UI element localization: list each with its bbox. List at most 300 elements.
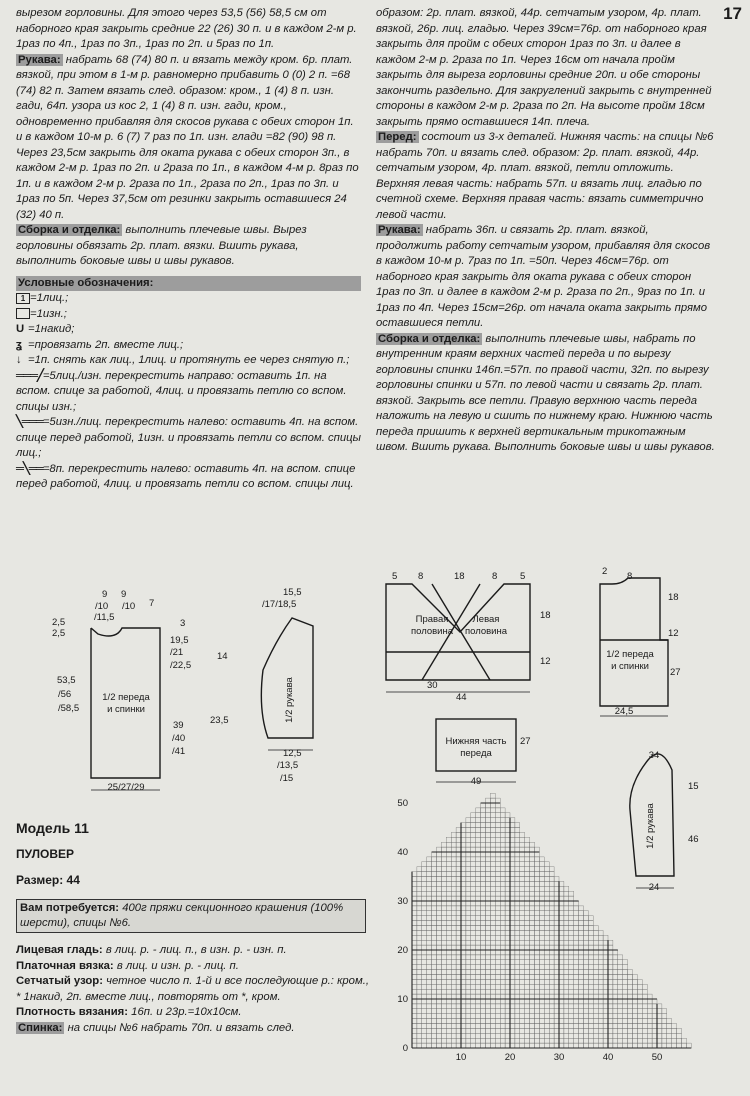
chart-cell xyxy=(569,1009,574,1014)
chart-cell xyxy=(628,984,633,989)
chart-cell xyxy=(495,921,500,926)
diagram_back-label: 1/2 переда xyxy=(606,649,654,660)
chart-cell xyxy=(584,965,589,970)
chart-cell xyxy=(593,965,598,970)
chart-cell xyxy=(437,1014,442,1019)
chart-cell xyxy=(486,940,491,945)
chart-cell xyxy=(637,1033,642,1038)
chart-cell xyxy=(584,960,589,965)
chart-cell xyxy=(520,940,525,945)
chart-cell xyxy=(564,955,569,960)
chart-cell xyxy=(441,862,446,867)
chart-cell xyxy=(495,906,500,911)
chart-cell xyxy=(535,896,540,901)
chart-cell xyxy=(628,1014,633,1019)
chart-cell xyxy=(613,989,618,994)
legend-item: ═══╱=5лиц./изн. перекрестить направо: оставить 1п. на вспом. спице за работой, 4лиц. и провязать петлю со вспом. спицы изн.; xyxy=(16,369,347,413)
chart-cell xyxy=(623,994,628,999)
chart-cell xyxy=(500,896,505,901)
chart-cell xyxy=(461,960,466,965)
sleeves-heading: Рукава: xyxy=(18,53,61,66)
chart-cell xyxy=(554,926,559,931)
chart-cell xyxy=(495,852,500,857)
chart-cell xyxy=(441,926,446,931)
chart-cell xyxy=(446,1004,451,1009)
chart-cell xyxy=(495,862,500,867)
chart-cell xyxy=(461,828,466,833)
chart-cell xyxy=(486,881,491,886)
chart-cell xyxy=(588,979,593,984)
chart-cell xyxy=(520,906,525,911)
chart-cell xyxy=(495,891,500,896)
chart-cell xyxy=(471,867,476,872)
chart-cell xyxy=(432,862,437,867)
chart-cell xyxy=(535,945,540,950)
chart-cell xyxy=(584,935,589,940)
chart-cell xyxy=(490,818,495,823)
chart-cell xyxy=(633,1043,638,1048)
diagram_back-label: 8 xyxy=(627,571,633,582)
chart-cell xyxy=(569,945,574,950)
chart-cell xyxy=(446,886,451,891)
chart-cell xyxy=(525,916,530,921)
chart-cell xyxy=(544,975,549,980)
chart-cell xyxy=(608,940,613,945)
chart-cell xyxy=(584,1019,589,1024)
chart-cell xyxy=(412,1028,417,1033)
chart-cell xyxy=(495,857,500,862)
chart-cell xyxy=(579,1024,584,1029)
chart-cell xyxy=(471,813,476,818)
chart-cell xyxy=(515,940,520,945)
chart-cell xyxy=(476,823,481,828)
chart-cell xyxy=(515,828,520,833)
chart-cell xyxy=(525,960,530,965)
chart-cell xyxy=(456,921,461,926)
chart-cell xyxy=(500,886,505,891)
chart-cell xyxy=(588,1033,593,1038)
chart-cell xyxy=(471,921,476,926)
chart-cell xyxy=(486,862,491,867)
chart-cell xyxy=(471,950,476,955)
chart-cell xyxy=(476,1014,481,1019)
chart-cell xyxy=(500,1038,505,1043)
chart-cell xyxy=(432,984,437,989)
chart-cell xyxy=(539,906,544,911)
def-text: четное число п. 1-й и все последующие р.: кром., * 1накид, 2п. вместе лиц., повторять от *, кром. xyxy=(16,975,369,1003)
chart-cell xyxy=(490,994,495,999)
chart-cell xyxy=(471,975,476,980)
chart-cell xyxy=(505,877,510,882)
chart-cell xyxy=(647,1004,652,1009)
chart-cell xyxy=(422,1024,427,1029)
chart-cell xyxy=(417,867,422,872)
diagram_back-label: 24,5 xyxy=(614,706,634,717)
chart-cell xyxy=(427,1014,432,1019)
diagram_back-label: 27 xyxy=(670,667,681,678)
chart-cell xyxy=(535,1014,540,1019)
chart-cell xyxy=(510,1014,515,1019)
chart-cell xyxy=(461,975,466,980)
chart-cell xyxy=(486,950,491,955)
chart-cell xyxy=(471,989,476,994)
chart-cell xyxy=(412,994,417,999)
chart-cell xyxy=(633,1014,638,1019)
chart-cell xyxy=(476,950,481,955)
chart-cell xyxy=(544,999,549,1004)
legend-item: U =1накид; xyxy=(16,322,361,338)
diagram_back-label: 18 xyxy=(668,592,679,603)
chart-cell xyxy=(505,867,510,872)
chart-cell xyxy=(574,984,579,989)
chart-cell xyxy=(510,881,515,886)
chart-cell xyxy=(559,1019,564,1024)
chart-cell xyxy=(613,984,618,989)
chart-cell xyxy=(628,979,633,984)
chart-cell xyxy=(579,1009,584,1014)
chart-cell xyxy=(515,862,520,867)
chart-cell xyxy=(461,862,466,867)
chart-cell xyxy=(593,989,598,994)
chart-cell xyxy=(461,965,466,970)
chart-cell xyxy=(564,950,569,955)
chart-cell xyxy=(559,999,564,1004)
chart-cell xyxy=(500,857,505,862)
chart-cell xyxy=(603,1043,608,1048)
chart-cell xyxy=(446,881,451,886)
chart-cell xyxy=(588,921,593,926)
chart-cell xyxy=(549,989,554,994)
chart-cell xyxy=(628,970,633,975)
chart-cell xyxy=(593,979,598,984)
chart-cell xyxy=(603,999,608,1004)
chart-cell xyxy=(603,1014,608,1019)
chart-cell xyxy=(574,916,579,921)
chart-cell xyxy=(515,886,520,891)
chart-cell xyxy=(422,867,427,872)
chart-cell xyxy=(490,793,495,798)
chart-cell xyxy=(554,877,559,882)
chart-cell xyxy=(579,1028,584,1033)
chart-cell xyxy=(535,886,540,891)
chart-cell xyxy=(437,1004,442,1009)
chart-cell xyxy=(667,1019,672,1024)
diagram_front-label: половина xyxy=(464,626,508,637)
chart-cell xyxy=(535,1038,540,1043)
chart-cell xyxy=(461,847,466,852)
chart-cell xyxy=(471,891,476,896)
chart-cell xyxy=(618,1043,623,1048)
chart-cell xyxy=(530,965,535,970)
chart-cell xyxy=(588,1028,593,1033)
chart-cell xyxy=(412,950,417,955)
chart-cell xyxy=(417,1004,422,1009)
chart-cell xyxy=(544,862,549,867)
chart-cell xyxy=(461,999,466,1004)
chart-cell xyxy=(471,852,476,857)
chart-cell xyxy=(662,1019,667,1024)
diagram_front-label: 5 xyxy=(520,571,526,582)
chart-cell xyxy=(520,1033,525,1038)
chart-cell xyxy=(544,1009,549,1014)
chart-cell xyxy=(535,891,540,896)
chart-cell xyxy=(495,979,500,984)
chart-cell xyxy=(520,945,525,950)
chart-cell xyxy=(564,901,569,906)
chart-cell xyxy=(574,950,579,955)
chart-cell xyxy=(476,999,481,1004)
chart-cell xyxy=(530,935,535,940)
chart-cell xyxy=(422,906,427,911)
chart-cell xyxy=(520,842,525,847)
chart-cell xyxy=(633,1009,638,1014)
chart-cell xyxy=(437,906,442,911)
def-label: Плотность вязания: xyxy=(16,1006,129,1018)
chart-cell xyxy=(672,1043,677,1048)
chart-cell xyxy=(530,940,535,945)
chart-cell xyxy=(623,1024,628,1029)
chart-y-tick: 40 xyxy=(397,847,408,858)
chart-cell xyxy=(539,921,544,926)
chart-cell xyxy=(500,930,505,935)
chart-cell xyxy=(417,926,422,931)
chart-cell xyxy=(520,867,525,872)
chart-cell xyxy=(451,1009,456,1014)
chart-cell xyxy=(598,989,603,994)
chart-cell xyxy=(466,1043,471,1048)
diagram_sleeve2-label: 15 xyxy=(688,781,699,792)
diagram_lower-label: переда xyxy=(460,748,492,759)
chart-cell xyxy=(456,945,461,950)
chart-cell xyxy=(422,1004,427,1009)
chart-cell xyxy=(432,1004,437,1009)
chart-x-tick: 40 xyxy=(602,1052,614,1063)
chart-cell xyxy=(525,886,530,891)
chart-cell xyxy=(603,965,608,970)
chart-cell xyxy=(427,970,432,975)
chart-cell xyxy=(549,945,554,950)
chart-cell xyxy=(417,989,422,994)
chart-cell xyxy=(446,999,451,1004)
chart-cell xyxy=(412,886,417,891)
chart-cell xyxy=(412,1043,417,1048)
chart-cell xyxy=(456,975,461,980)
chart-cell xyxy=(539,862,544,867)
chart-cell xyxy=(490,975,495,980)
chart-cell xyxy=(613,965,618,970)
chart-cell xyxy=(588,1004,593,1009)
chart-cell xyxy=(505,921,510,926)
chart-cell xyxy=(584,1038,589,1043)
chart-cell xyxy=(490,798,495,803)
chart-cell xyxy=(417,886,422,891)
chart-cell xyxy=(481,808,486,813)
chart-cell xyxy=(456,935,461,940)
chart-cell xyxy=(486,1033,491,1038)
def-text: 16п. и 23р.=10х10см. xyxy=(131,1006,242,1018)
chart-cell xyxy=(422,1033,427,1038)
chart-cell xyxy=(441,994,446,999)
chart-cell xyxy=(677,1038,682,1043)
chart-cell xyxy=(486,891,491,896)
chart-cell xyxy=(432,950,437,955)
chart-cell xyxy=(642,1014,647,1019)
chart-cell xyxy=(486,886,491,891)
chart-cell xyxy=(481,975,486,980)
chart-cell xyxy=(481,872,486,877)
chart-cell xyxy=(471,994,476,999)
chart-cell xyxy=(481,945,486,950)
chart-cell xyxy=(471,877,476,882)
chart-cell xyxy=(456,994,461,999)
chart-cell xyxy=(446,945,451,950)
chart-cell xyxy=(525,901,530,906)
chart-cell xyxy=(633,1028,638,1033)
chart-cell xyxy=(608,955,613,960)
chart-cell xyxy=(510,886,515,891)
chart-cell xyxy=(432,930,437,935)
chart-cell xyxy=(564,1033,569,1038)
chart-cell xyxy=(530,926,535,931)
chart-cell xyxy=(471,1004,476,1009)
chart-cell xyxy=(535,989,540,994)
chart-cell xyxy=(603,979,608,984)
chart-cell xyxy=(559,1009,564,1014)
chart-cell xyxy=(539,1014,544,1019)
chart-cell xyxy=(481,857,486,862)
chart-cell xyxy=(490,911,495,916)
chart-cell xyxy=(490,989,495,994)
diagram_front-label: 30 xyxy=(427,680,438,691)
chart-cell xyxy=(476,891,481,896)
chart-cell xyxy=(432,857,437,862)
chart-cell xyxy=(535,950,540,955)
chart-cell xyxy=(525,842,530,847)
chart-cell xyxy=(544,896,549,901)
chart-cell xyxy=(593,950,598,955)
chart-cell xyxy=(574,1024,579,1029)
chart-cell xyxy=(427,1028,432,1033)
chart-cell xyxy=(613,1043,618,1048)
chart-cell xyxy=(554,970,559,975)
chart-cell xyxy=(569,979,574,984)
chart-cell xyxy=(461,823,466,828)
chart-cell xyxy=(554,1043,559,1048)
chart-cell xyxy=(456,1024,461,1029)
chart-cell xyxy=(530,984,535,989)
chart-cell xyxy=(437,955,442,960)
chart-cell xyxy=(535,1043,540,1048)
chart-cell xyxy=(603,935,608,940)
back-pattern-text: образом: 2р. плат. вязкой, 44р. сетчатым узором, 4р. плат. вязкой, 26р. лиц. гладью. Через 39см=76р. от наборного края закрыть для пройм с обеих сторон 1раз по 3п. и далее в каждом 2-м р. 2раза по 1п. Через 16см от начала пройм закрыть для выреза горловины средние 20п. и обе стороны закончить раздельно. Для закруглений закрыть с внутренней стороны в каждом 2-м р. 2раза по 2п. На высоте пройм 18см закрыть прямо оставшиеся 14п. плеча. xyxy=(376,7,712,128)
chart-cell xyxy=(682,1043,687,1048)
chart-cell xyxy=(559,960,564,965)
chart-cell xyxy=(422,940,427,945)
chart-cell xyxy=(505,1019,510,1024)
chart-cell xyxy=(559,955,564,960)
chart-cell xyxy=(481,877,486,882)
chart-cell xyxy=(441,867,446,872)
chart-cell xyxy=(417,916,422,921)
chart-cell xyxy=(500,926,505,931)
chart-cell xyxy=(422,979,427,984)
chart-cell xyxy=(476,1009,481,1014)
chart-cell xyxy=(490,960,495,965)
diagram_front-label: 12 xyxy=(540,656,551,667)
chart-cell xyxy=(613,1009,618,1014)
chart-cell xyxy=(505,926,510,931)
chart-cell xyxy=(564,945,569,950)
chart-cell xyxy=(544,886,549,891)
chart-cell xyxy=(539,911,544,916)
chart-cell xyxy=(574,926,579,931)
chart-cell xyxy=(490,935,495,940)
chart-cell xyxy=(446,935,451,940)
chart-cell xyxy=(525,1024,530,1029)
chart-cell xyxy=(539,857,544,862)
chart-cell xyxy=(579,975,584,980)
chart-cell xyxy=(554,1014,559,1019)
chart-cell xyxy=(628,1019,633,1024)
assembly-heading: Сборка и отделка: xyxy=(18,224,121,236)
chart-cell xyxy=(495,1038,500,1043)
chart-cell xyxy=(476,867,481,872)
chart-cell xyxy=(530,1019,535,1024)
chart-cell xyxy=(618,1019,623,1024)
chart-cell xyxy=(441,1033,446,1038)
chart-cell xyxy=(544,1004,549,1009)
chart-cell xyxy=(598,1019,603,1024)
chart-cell xyxy=(471,926,476,931)
chart-cell xyxy=(515,877,520,882)
chart-cell xyxy=(461,891,466,896)
chart-cell xyxy=(461,867,466,872)
chart-cell xyxy=(525,896,530,901)
chart-cell xyxy=(652,1009,657,1014)
chart-cell xyxy=(500,1009,505,1014)
chart-cell xyxy=(476,837,481,842)
chart-cell xyxy=(579,916,584,921)
chart-cell xyxy=(486,867,491,872)
chart-cell xyxy=(490,1028,495,1033)
chart-cell xyxy=(544,1028,549,1033)
chart-cell xyxy=(584,1024,589,1029)
chart-cell xyxy=(564,984,569,989)
chart-cell xyxy=(564,999,569,1004)
chart-cell xyxy=(574,921,579,926)
chart-cell xyxy=(510,926,515,931)
legend-item: ╲═══=5изн./лиц. перекрестить налево: оставить 4п. на вспом. спице перед работой, 1изн. и провязать петли со вспом. спицы лиц.; xyxy=(16,416,361,459)
chart-cell xyxy=(495,930,500,935)
chart-cell xyxy=(466,852,471,857)
chart-cell xyxy=(417,965,422,970)
diagram_sleeve2-label: 24 xyxy=(648,882,660,893)
chart-cell xyxy=(437,896,442,901)
chart-cell xyxy=(569,891,574,896)
chart-cell xyxy=(417,877,422,882)
chart-cell xyxy=(461,1024,466,1029)
chart-cell xyxy=(456,911,461,916)
diagram_back-label: 2 xyxy=(602,566,608,577)
chart-cell xyxy=(535,872,540,877)
chart-cell xyxy=(539,975,544,980)
chart-cell xyxy=(569,950,574,955)
chart-cell xyxy=(500,950,505,955)
chart-cell xyxy=(584,989,589,994)
chart-cell xyxy=(412,989,417,994)
chart-cell xyxy=(451,877,456,882)
chart-cell xyxy=(466,960,471,965)
